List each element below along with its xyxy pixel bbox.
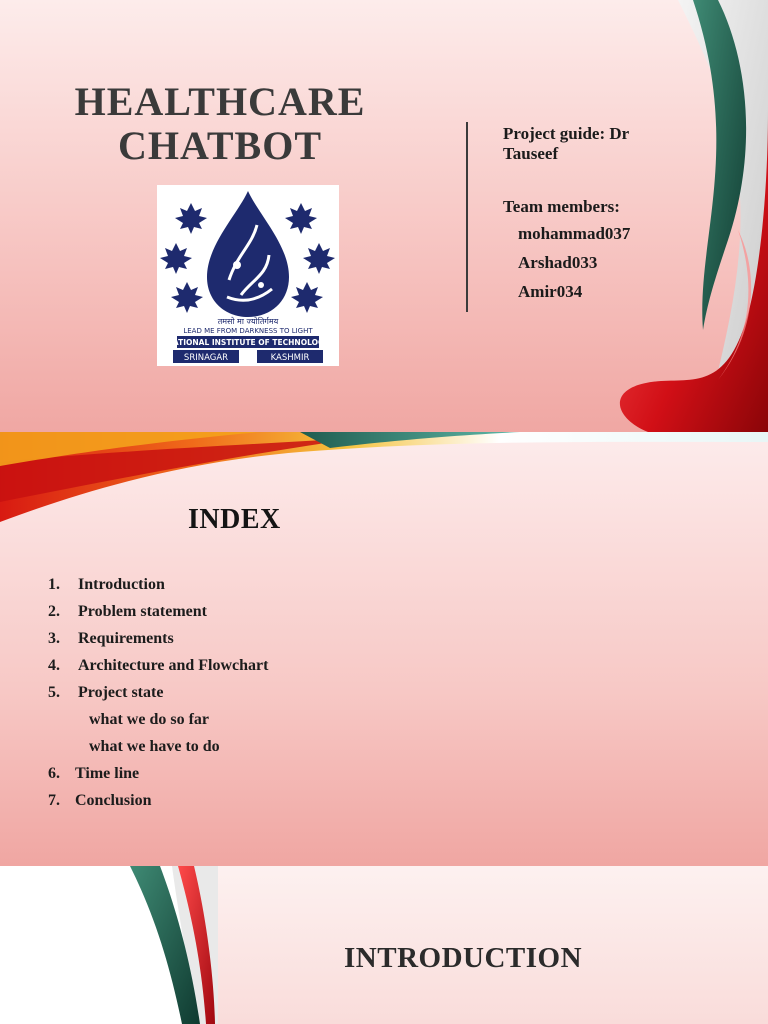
project-guide-line-2: Tauseef [503, 144, 559, 163]
list-subitem: what we have to do [89, 738, 220, 755]
team-member: mohammad037 [518, 224, 631, 243]
title-slide [0, 0, 768, 432]
project-info [503, 124, 683, 306]
list-item: 3. Requirements [48, 630, 174, 647]
institute-logo [157, 185, 339, 366]
calligraphy-drop-icon [207, 191, 289, 317]
logo-city-right: KASHMIR [270, 353, 310, 363]
list-item: 1. Introduction [48, 576, 165, 593]
logo-city-left: SRINAGAR [183, 353, 229, 363]
index-slide [0, 432, 768, 866]
list-item: 2. Problem statement [48, 603, 207, 620]
vertical-divider [466, 122, 468, 312]
index-list [48, 571, 268, 814]
logo-institute-name: NATIONAL INSTITUTE OF TECHNOLOGY [166, 338, 330, 347]
ribbon-decoration [120, 866, 220, 1024]
introduction-title: INTRODUCTION [344, 942, 583, 974]
team-member: Amir034 [518, 282, 583, 301]
list-item: 4. Architecture and Flowchart [48, 657, 269, 674]
team-member: Arshad033 [518, 253, 598, 272]
list-subitem: what we do so far [89, 711, 209, 728]
introduction-slide [0, 866, 768, 1024]
team-members-label: Team members: [503, 197, 620, 216]
title-line-1: HEALTHCARE [74, 79, 366, 124]
project-guide-line-1: Project guide: Dr [503, 124, 630, 143]
list-item: 7. Conclusion [48, 792, 152, 809]
logo-motto: LEAD ME FROM DARKNESS TO LIGHT [183, 327, 313, 335]
logo-hindi-motto: तमसो मा ज्योतिर्गमय [217, 317, 279, 326]
index-title: INDEX [188, 504, 281, 535]
ribbon-decoration [0, 432, 768, 527]
list-item: 6. Time line [48, 765, 140, 782]
list-item: 5. Project state [48, 684, 164, 701]
title-line-2: CHATBOT [117, 123, 323, 168]
slide-title [0, 80, 440, 168]
